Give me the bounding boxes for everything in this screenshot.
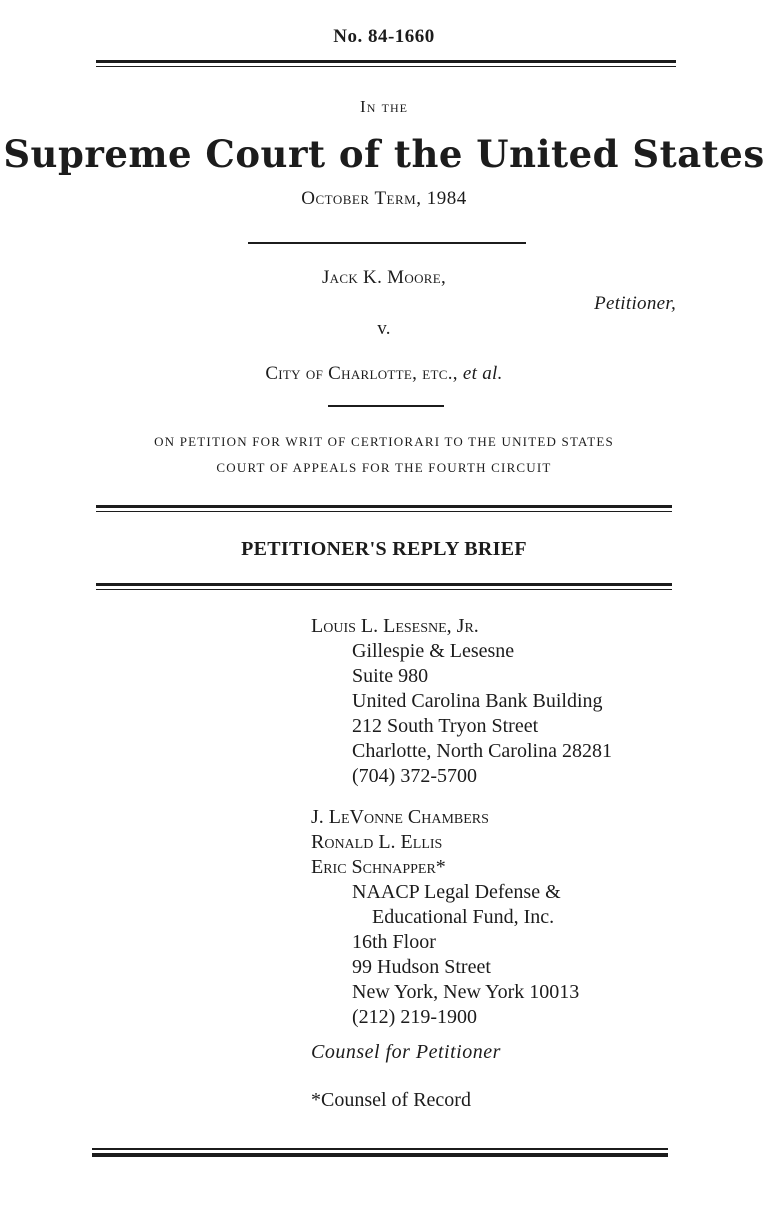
versus: v. bbox=[377, 318, 391, 339]
title-upper-rule bbox=[96, 505, 672, 512]
respondent-name: City of Charlotte, etc., bbox=[265, 363, 458, 384]
title-lower-rule bbox=[96, 583, 672, 590]
address-line: New York, New York 10013 bbox=[352, 981, 580, 1003]
respondent-line bbox=[0, 363, 768, 385]
first-address bbox=[352, 639, 612, 789]
petition-line-1: ON PETITION FOR WRIT OF CERTIORARI TO THE UNITED STATES bbox=[154, 434, 614, 449]
court-name: Supreme Court of the United States bbox=[3, 132, 765, 176]
petition-line-2: COURT OF APPEALS FOR THE FOURTH CIRCUIT bbox=[216, 460, 552, 475]
caption-rule bbox=[248, 242, 526, 244]
term-line: October Term, 1984 bbox=[301, 188, 467, 209]
attorney-name: Ronald L. Ellis bbox=[311, 831, 443, 853]
in-the-line: In the bbox=[360, 97, 408, 116]
address-line: 99 Hudson Street bbox=[352, 956, 491, 978]
petitioner-role: Petitioner, bbox=[594, 293, 676, 314]
address-line: 16th Floor bbox=[352, 931, 436, 953]
parties-rule bbox=[328, 405, 444, 407]
attorney-name: J. LeVonne Chambers bbox=[311, 806, 489, 828]
second-address bbox=[352, 880, 579, 1030]
top-double-rule bbox=[96, 60, 676, 67]
address-line: (212) 219-1900 bbox=[352, 1006, 477, 1028]
counsel-for-petitioner: Counsel for Petitioner bbox=[311, 1041, 501, 1063]
petitioner-name: Jack K. Moore, bbox=[321, 267, 447, 288]
org-line-1: NAACP Legal Defense & bbox=[352, 881, 561, 903]
attorney-name: Eric Schnapper* bbox=[311, 856, 446, 878]
first-attorney: Louis L. Lesesne, Jr. bbox=[311, 615, 479, 637]
address-line: Charlotte, North Carolina 28281 bbox=[352, 740, 612, 762]
address-line: Suite 980 bbox=[352, 665, 429, 687]
address-line: United Carolina Bank Building bbox=[352, 690, 603, 712]
bottom-double-rule bbox=[92, 1148, 668, 1157]
attorney-list bbox=[311, 805, 489, 880]
counsel-of-record-note: *Counsel of Record bbox=[311, 1089, 471, 1111]
address-line: Gillespie & Lesesne bbox=[352, 640, 515, 662]
address-line: (704) 372-5700 bbox=[352, 765, 477, 787]
address-line: 212 South Tryon Street bbox=[352, 715, 539, 737]
brief-title: PETITIONER'S REPLY BRIEF bbox=[241, 538, 527, 560]
respondent-suffix: et al. bbox=[462, 363, 503, 384]
org-line-2: Educational Fund, Inc. bbox=[372, 906, 555, 928]
docket-number: No. 84-1660 bbox=[333, 26, 435, 47]
